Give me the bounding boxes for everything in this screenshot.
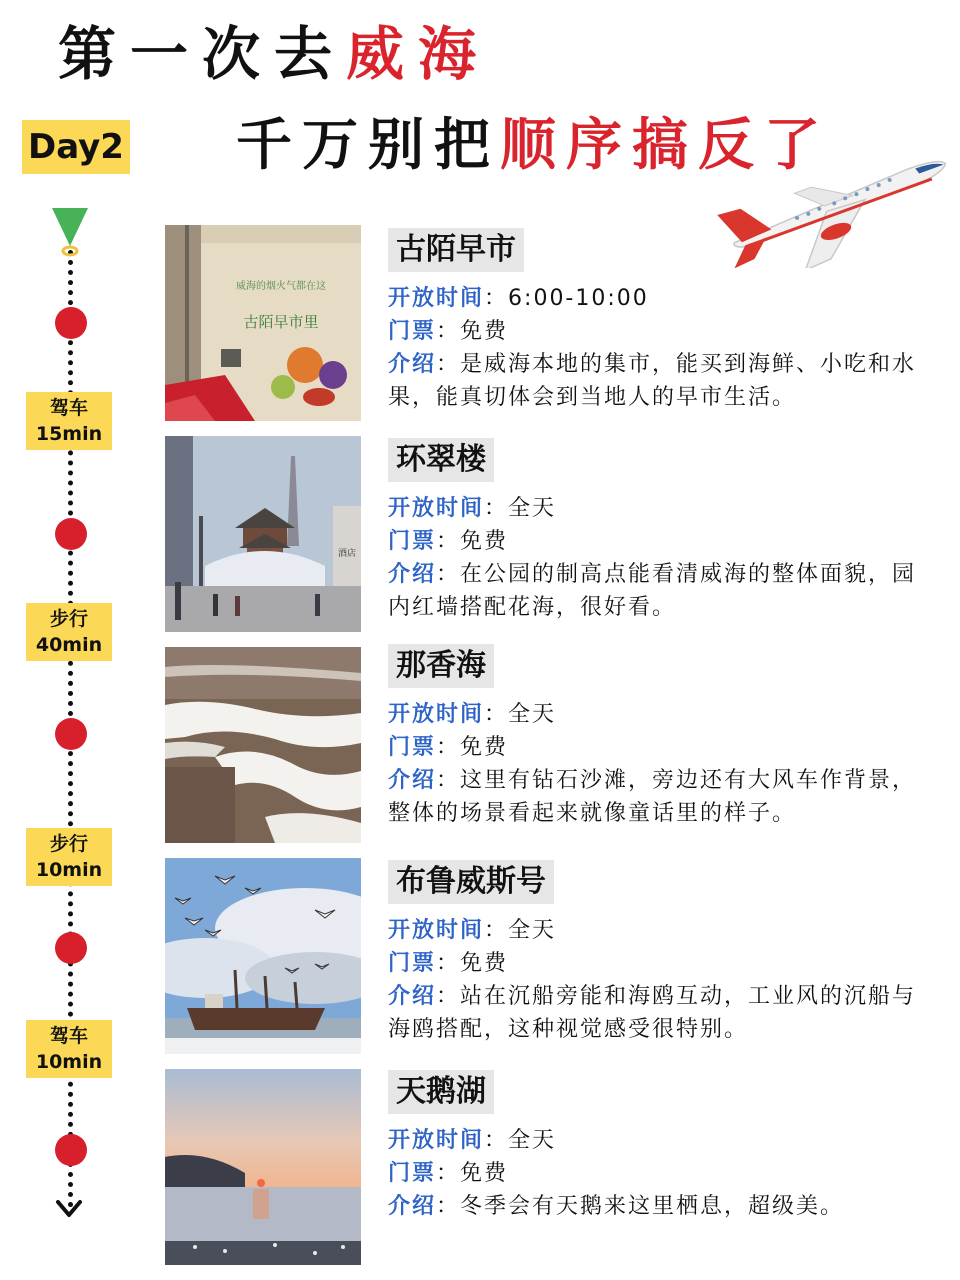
transit-label [26,392,112,450]
spot-photo-swan-lake [165,1069,361,1265]
title-red-part: 威海 [346,20,491,88]
ticket-row [388,731,928,764]
transit-label [26,603,112,661]
open-time-value: 全天 [508,702,557,727]
transit-mode: 驾车 [49,1025,88,1047]
transit-label [26,828,112,886]
colon: ： [436,562,461,587]
open-time-row [388,698,928,731]
timeline-dot [55,307,87,339]
colon: ： [484,496,509,521]
intro-row [388,1190,928,1223]
intro-key: 介绍 [388,352,437,377]
open-time-row [388,492,928,525]
ticket-value: 免费 [460,529,509,554]
ticket-key: 门票 [388,1161,437,1186]
day-badge: Day2 [22,120,130,174]
ticket-key: 门票 [388,529,437,554]
market-sign-text: 古陌早市里 [243,314,319,331]
colon: ： [436,951,461,976]
open-time-key: 开放时间 [388,286,485,311]
intro-key: 介绍 [388,768,437,793]
transit-time: 15min [35,423,103,445]
colon: ： [484,918,509,943]
colon: ： [436,319,461,344]
spot-entry [388,1070,928,1223]
spot-name: 环翠楼 [388,438,494,482]
ticket-row [388,1157,928,1190]
intro-row [388,558,928,624]
spot-name: 布鲁威斯号 [388,860,554,904]
spot-photo-huancui-tower [165,436,361,632]
intro-key: 介绍 [388,1194,437,1219]
colon: ： [436,735,461,760]
timeline-dot [55,518,87,550]
open-time-key: 开放时间 [388,1128,485,1153]
intro-value: 是威海本地的集市，能买到海鲜、小吃和水果，能真切体会到当地人的早市生活。 [388,352,917,410]
subtitle-red-part: 顺序搞反了 [500,113,830,178]
intro-row [388,348,928,414]
intro-row [388,980,928,1046]
transit-time: 10min [35,859,103,881]
transit-mode: 步行 [49,608,88,630]
market-sign-subtext: 威海的烟火气都在这 [236,281,326,292]
ticket-value: 免费 [460,319,509,344]
colon: ： [436,768,461,793]
timeline-dot [55,1134,87,1166]
transit-label [26,1020,112,1078]
subtitle-black-part: 千万别把 [236,113,500,178]
spot-entry [388,860,928,1046]
ticket-value: 免费 [460,951,509,976]
open-time-key: 开放时间 [388,702,485,727]
timeline-start-marker [50,206,90,258]
spot-entry [388,438,928,624]
transit-mode: 驾车 [49,397,88,419]
spot-photo-naxianghai-beach [165,647,361,843]
ticket-value: 免费 [460,1161,509,1186]
spot-name: 天鹅湖 [388,1070,494,1114]
open-time-row [388,914,928,947]
colon: ： [436,352,461,377]
title-black-part: 第一次去 [58,20,347,88]
ticket-row [388,525,928,558]
intro-value: 冬季会有天鹅来这里栖息，超级美。 [460,1194,845,1219]
ticket-value: 免费 [460,735,509,760]
spot-photo-gumo-market [165,225,361,421]
open-time-value: 全天 [508,1128,557,1153]
intro-key: 介绍 [388,984,437,1009]
open-time-key: 开放时间 [388,496,485,521]
intro-key: 介绍 [388,562,437,587]
colon: ： [484,702,509,727]
page-title [58,18,490,90]
spot-entry [388,228,928,414]
colon: ： [484,1128,509,1153]
ticket-key: 门票 [388,951,437,976]
intro-value: 站在沉船旁能和海鸥互动，工业风的沉船与海鸥搭配，这种视觉感受很特别。 [388,984,917,1042]
timeline-dot [55,932,87,964]
spot-name: 古陌早市 [388,228,524,272]
colon: ： [484,286,509,311]
colon: ： [436,984,461,1009]
spot-photo-shipwreck [165,858,361,1054]
open-time-value: 全天 [508,496,557,521]
ticket-key: 门票 [388,319,437,344]
intro-row [388,764,928,830]
intro-value: 在公园的制高点能看清威海的整体面貌，园内红墙搭配花海，很好看。 [388,562,917,620]
transit-mode: 步行 [49,833,88,855]
spot-name: 那香海 [388,644,494,688]
ticket-row [388,315,928,348]
ticket-row [388,947,928,980]
ticket-key: 门票 [388,735,437,760]
open-time-value: 6:00-10:00 [508,286,649,311]
transit-time: 40min [35,634,103,656]
colon: ： [436,529,461,554]
open-time-value: 全天 [508,918,557,943]
intro-value: 这里有钻石沙滩，旁边还有大风车作背景，整体的场景看起来就像童话里的样子。 [388,768,917,826]
colon: ： [436,1161,461,1186]
spot-entry [388,644,928,830]
open-time-row [388,1124,928,1157]
colon: ： [436,1194,461,1219]
timeline-dot [55,718,87,750]
timeline-end-arrow-icon [55,1198,83,1222]
hotel-sign-text: 酒店 [337,548,357,558]
open-time-key: 开放时间 [388,918,485,943]
open-time-row [388,282,928,315]
transit-time: 10min [35,1051,103,1073]
